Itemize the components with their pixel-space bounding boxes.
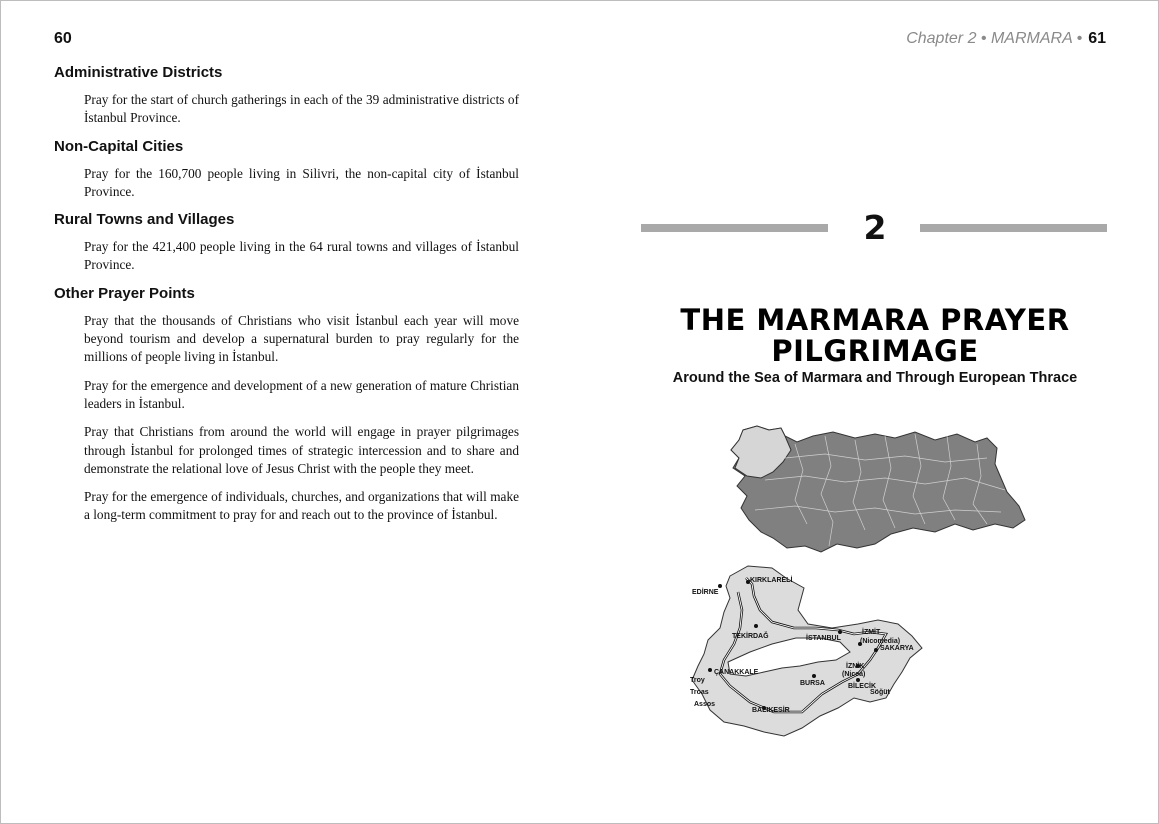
label-istanbul: İSTANBUL (806, 635, 841, 642)
label-troas: Troas (690, 689, 709, 696)
chapter-rule-left (641, 224, 828, 232)
paragraph: Pray for the emergence and development of a new generation of mature Christian leaders in İstanbul. (84, 377, 519, 411)
section-heading: Non-Capital Cities (54, 137, 184, 155)
label-nicea: (Nicea) (842, 671, 866, 678)
label-balikesir: BALIKESİR (752, 707, 790, 714)
left-page-content (54, 64, 519, 535)
running-head (906, 30, 1106, 48)
left-page-number: 60 (54, 30, 72, 47)
label-assos: Assos (694, 701, 716, 708)
label-bursa: BURSA (800, 680, 825, 687)
section-heading: Other Prayer Points (54, 284, 195, 302)
label-troy: Troy (690, 677, 705, 684)
paragraph: Pray for the emergence of individuals, churches, and organizations that will make a long-term commitment to pray for and reach out to the province of İstanbul. (84, 489, 519, 523)
paragraph: Pray that the thousands of Christians who visit İstanbul each year will move beyond tourism and develop a supernatural burden to pray regularly for the millions of people living in İstanbul. (84, 312, 519, 365)
section-rural-towns (54, 211, 519, 275)
right-page (580, 0, 1159, 824)
label-canakkale: ÇANAKKALE (714, 669, 759, 676)
label-bilecik: BİLECİK (848, 683, 876, 690)
chapter-title (640, 305, 1110, 367)
right-page-number: 61 (1088, 30, 1106, 47)
paragraph: Pray for the start of church gatherings in each of the 39 administrative districts of İstanbul Province. (84, 92, 519, 126)
section-heading: Administrative Districts (54, 64, 223, 81)
section-administrative-districts (54, 64, 519, 128)
marmara-route-map (690, 562, 930, 742)
running-head-text: Chapter 2 • MARMARA • (906, 30, 1083, 47)
label-iznik: İZNİK (846, 663, 865, 670)
label-edirne: EDİRNE (692, 589, 719, 596)
chapter-title-line1: THE MARMARA PRAYER (680, 303, 1070, 337)
turkey-overview-map (725, 420, 1030, 560)
label-tekirdag: TEKİRDAĞ (732, 633, 769, 640)
chapter-subtitle: Around the Sea of Marmara and Through European Thrace (672, 370, 1078, 386)
label-nicomedia: (Nicomedia) (860, 638, 901, 645)
chapter-number: 2 (863, 208, 887, 247)
paragraph: Pray that Christians from around the world will engage in prayer pilgrimages through İstanbul for prolonged times of strategic intercession and to share and demonstrate the relational love of Jesus Christ with the people they meet. (84, 424, 519, 476)
label-sakarya: SAKARYA (880, 645, 914, 652)
section-heading: Rural Towns and Villages (54, 211, 235, 229)
chapter-title-line2: PILGRIMAGE (771, 334, 979, 368)
section-other-prayer-points (54, 285, 519, 525)
chapter-rule-right (920, 224, 1107, 232)
label-sogut: Söğüt (870, 689, 890, 696)
paragraph: Pray for the 160,700 people living in Silivri, the non-capital city of İstanbul Province. (84, 165, 519, 199)
paragraph: Pray for the 421,400 people living in the 64 rural towns and villages of İstanbul Province. (84, 239, 519, 273)
label-kirklareli: KIRKLARELİ (750, 577, 793, 584)
section-non-capital-cities (54, 138, 519, 202)
label-izmit: İZMİT (862, 629, 881, 636)
